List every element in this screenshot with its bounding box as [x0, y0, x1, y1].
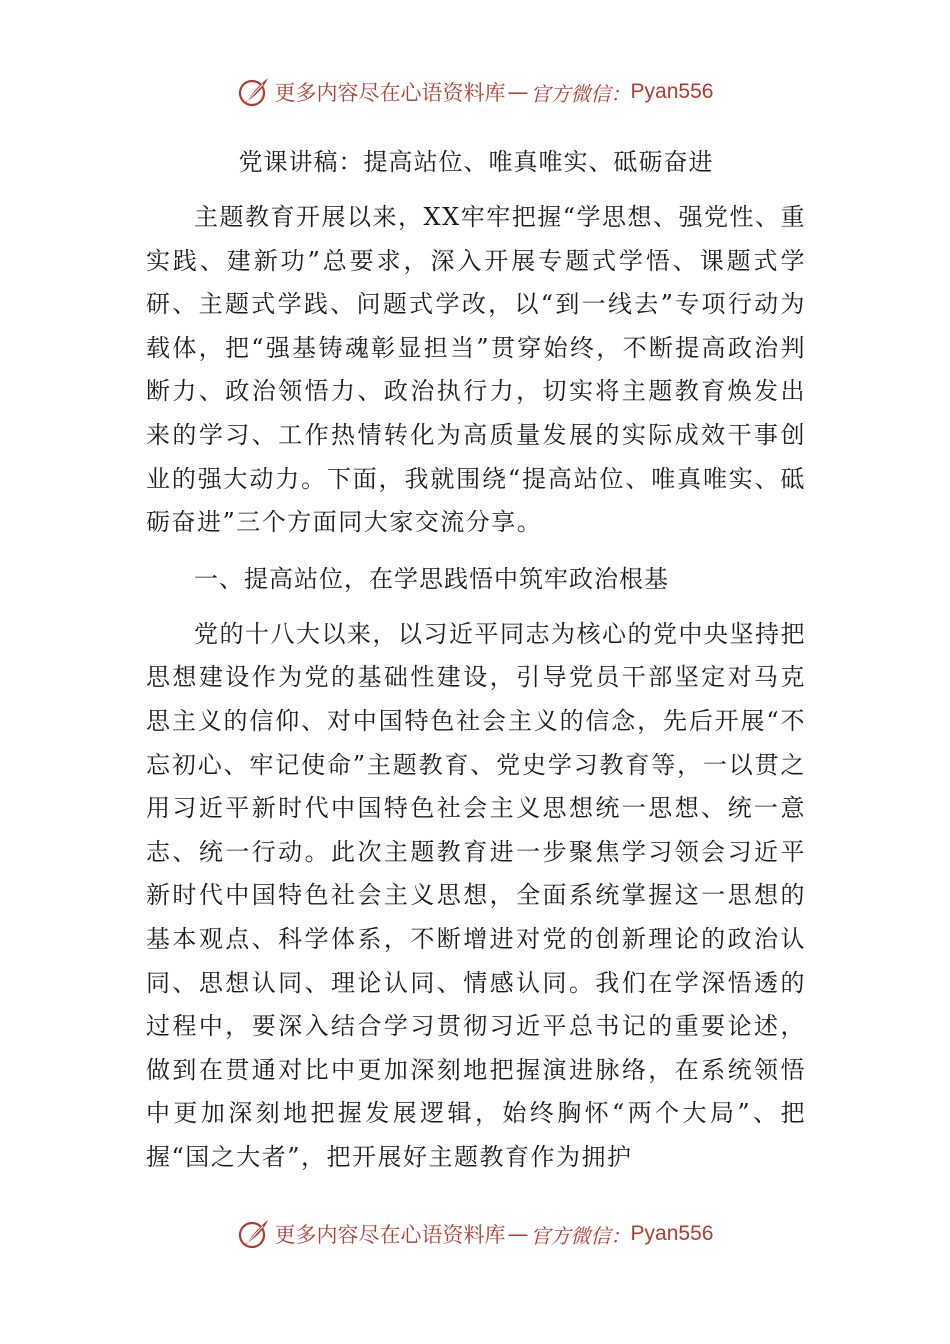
watermark-separator: — [507, 80, 529, 104]
watermark-separator: — [507, 1222, 529, 1246]
watermark-footer [0, 1212, 950, 1256]
watermark-brand-text: 更多内容尽在心语资料库 [274, 81, 506, 105]
document-title: 党课讲稿：提高站位、唯真唯实、砥砺奋进 [238, 148, 714, 176]
watermark-wechat-id: Pyan556 [630, 80, 714, 103]
watermark-header [0, 70, 950, 114]
intro-paragraph: 主题教育开展以来，XX牢牢把握“学思想、强党性、重实践、建新功”总要求，深入开展专题式学悟、课题式学研、主题式学践、问题式学改，以“到一线去”专项行动为载体，把“强基铸魂彰显担当”贯穿始终，不断提高政治判断力、政治领悟力、政治执行力，切实将主题教育焕发出来的学习、工作热情转化为高质量发展的实际成效干事创业的强大动力。下面，我就围绕“提高站位、唯真唯实、砥砺奋进”三个方面同大家交流分享。 [146, 203, 806, 537]
document-body [146, 140, 806, 1179]
section-paragraph-1: 党的十八大以来，以习近平同志为核心的党中央坚持把思想建设作为党的基础性建设，引导党员干部坚定对马克思主义的信仰、对中国特色社会主义的信念，先后开展“不忘初心、牢记使命”主题教育、党史学习教育等，一以贯之用习近平新时代中国特色社会主义思想统一思想、统一意志、统一行动。此次主题教育进一步聚焦学习领会习近平新时代中国特色社会主义思想，全面系统掌握这一思想的基本观点、科学体系，不断增进对党的创新理论的政治认同、思想认同、理论认同、情感认同。我们在学深悟透的过程中，要深入结合学习贯彻习近平总书记的重要论述，做到在贯通对比中更加深刻地把握演进脉络，在系统领悟中更加深刻地把握发展逻辑，始终胸怀“两个大局”、把握“国之大者”，把开展好主题教育作为拥护 [146, 619, 806, 1171]
section-heading-1: 一、提高站位，在学思践悟中筑牢政治根基 [194, 564, 669, 593]
watermark-brand-text: 更多内容尽在心语资料库 [274, 1223, 506, 1247]
watermark-wechat-label: 官方微信： [530, 1223, 631, 1248]
feather-logo-icon [237, 75, 271, 109]
watermark-wechat-label: 官方微信： [530, 81, 631, 106]
watermark-wechat-id: Pyan556 [630, 1222, 714, 1245]
feather-logo-icon [237, 1217, 271, 1251]
